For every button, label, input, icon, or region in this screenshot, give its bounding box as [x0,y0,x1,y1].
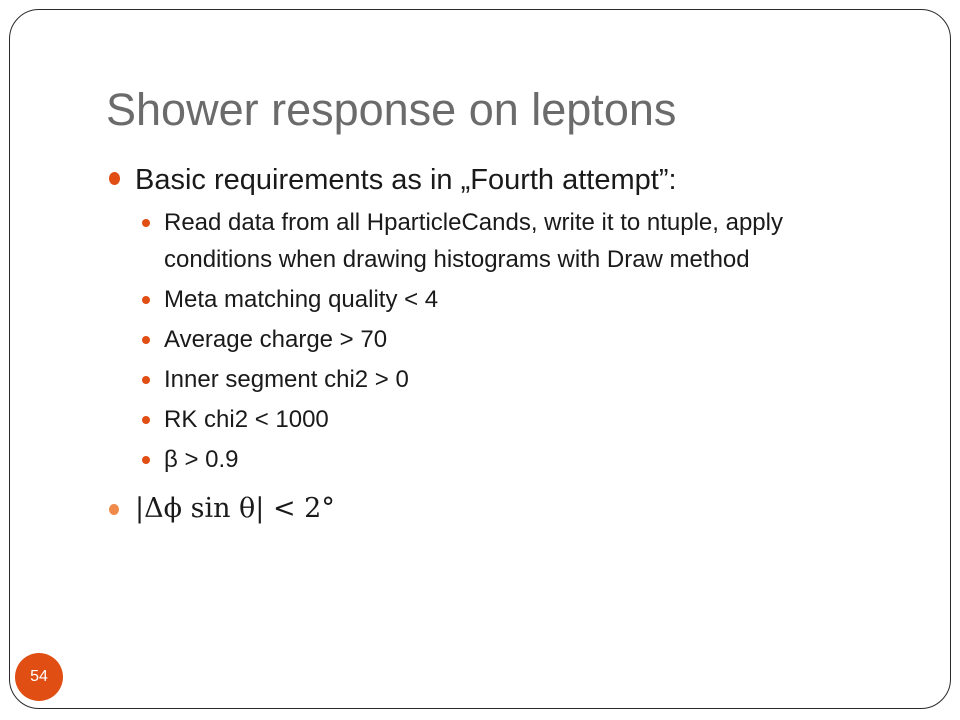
bullet-math-condition [106,488,886,530]
sub-bullet-item [106,361,886,398]
sub-bullet-text: β > 0.9 [164,446,239,473]
bullet-text: Basic requirements as in „Fourth attempt”: [135,164,677,196]
sub-bullet-dot-icon [142,376,150,384]
sub-bullet-text: Inner segment chi2 > 0 [164,366,409,393]
bullet-dot-icon [109,504,119,515]
sub-bullet-item [106,281,886,318]
sub-bullet-item [106,321,886,358]
slide-content [106,160,886,530]
sub-bullet-dot-icon [142,219,150,227]
sub-bullet-text: Meta matching quality < 4 [164,286,439,313]
sub-bullet-dot-icon [142,456,150,464]
math-formula: |Δϕ sin θ| < 2° [135,493,335,524]
sub-bullet-item [106,401,886,438]
bullet-basic-requirements [106,160,886,200]
sub-bullet-text: Average charge > 70 [164,326,388,353]
sub-bullet-dot-icon [142,296,150,304]
sub-bullet-text: Read data from all HparticleCands, write it to ntuple, apply conditions when drawing histograms with Draw method [164,209,783,273]
sub-bullet-dot-icon [142,336,150,344]
bullet-dot-icon [109,172,120,185]
sub-bullet-item [106,204,886,278]
sub-bullet-text: RK chi2 < 1000 [164,406,329,433]
sub-bullet-dot-icon [142,416,150,424]
sub-bullet-list [106,204,886,478]
slide-title: Shower response on leptons [106,84,677,135]
page-number-badge: 54 [15,653,63,701]
sub-bullet-item [106,441,886,478]
